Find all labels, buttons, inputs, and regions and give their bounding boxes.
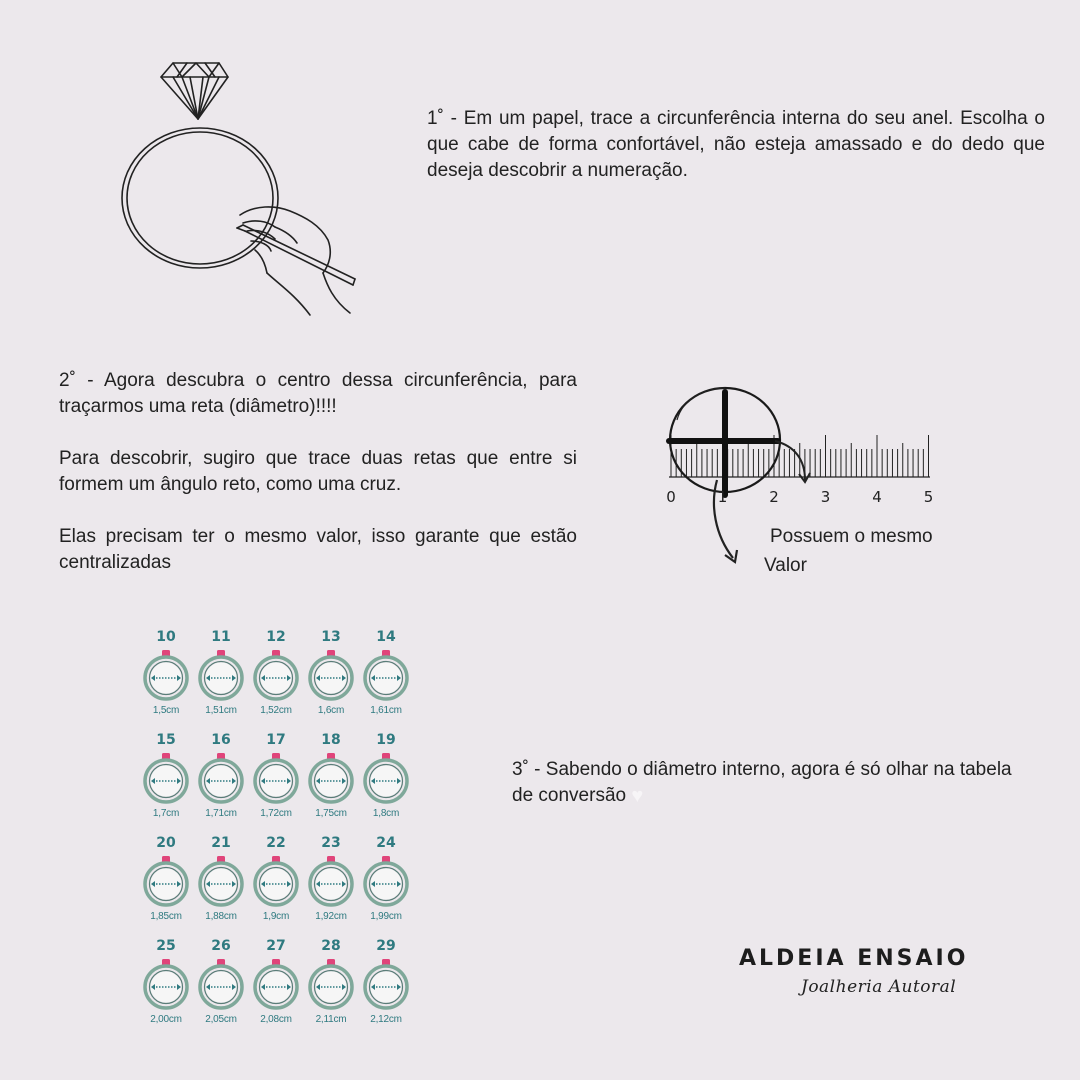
ruler-note-line-2: Valor	[764, 555, 807, 576]
ruler-tick-label: 0	[666, 488, 676, 506]
ring-diameter-label: 1,71cm	[205, 808, 237, 819]
ring-size-icon	[197, 648, 245, 704]
size-chart-cell	[303, 731, 359, 819]
pen-icon	[237, 225, 355, 285]
ruler-tick-label: 5	[923, 488, 934, 506]
size-chart-cell	[303, 937, 359, 1025]
hand-with-pen-icon	[240, 207, 350, 315]
ring-size-number: 26	[211, 938, 231, 954]
ring-size-icon	[307, 854, 355, 910]
size-chart-cell	[358, 834, 414, 922]
ring-size-icon	[307, 648, 355, 704]
ring-size-icon	[197, 751, 245, 807]
brand-logo	[739, 946, 979, 997]
ring-diameter-label: 1,88cm	[205, 911, 237, 922]
ring-size-icon	[142, 957, 190, 1013]
ring-size-number: 18	[321, 732, 341, 748]
ring-diameter-label: 1,92cm	[315, 911, 347, 922]
ruler-tick-label: 1	[717, 488, 728, 506]
size-chart-cell	[138, 731, 194, 819]
size-chart-cell	[193, 731, 249, 819]
ring-diameter-label: 1,99cm	[370, 911, 402, 922]
size-chart-cell	[138, 937, 194, 1025]
ring-icon-wrap	[248, 854, 304, 910]
ring-diameter-label: 1,61cm	[370, 705, 402, 716]
ring-icon-wrap	[303, 751, 359, 807]
size-chart-cell	[193, 937, 249, 1025]
ring-diameter-label: 1,6cm	[317, 705, 345, 716]
ring-diameter-label: 2,08cm	[260, 1014, 292, 1025]
ring-size-number: 16	[211, 732, 231, 748]
ring-diameter-label: 2,11cm	[315, 1014, 347, 1025]
ring-icon-wrap	[358, 854, 414, 910]
step-3-paragraph	[512, 757, 1032, 809]
ring-size-number: 24	[376, 835, 396, 851]
step-1-paragraph: 1˚ - Em um papel, trace a circunferência interna do seu anel. Escolha o que cabe de forma confortável, não esteja amassado e do dedo que deseja descobrir a numeração.	[427, 108, 1045, 181]
brand-tagline: Joalheria Autoral	[801, 977, 957, 997]
ring-size-icon	[252, 957, 300, 1013]
step-2-paragraph-1: 2˚ - Agora descubra o centro dessa circunferência, para traçarmos uma reta (diâmetro)!!!!	[59, 370, 577, 417]
ring-size-icon	[307, 957, 355, 1013]
ring-size-number: 29	[376, 938, 396, 954]
ring-size-icon	[142, 854, 190, 910]
ring-size-icon	[197, 957, 245, 1013]
ring-size-icon	[362, 648, 410, 704]
ruler-note	[764, 522, 990, 580]
ring-size-number: 21	[211, 835, 231, 851]
ring-size-icon	[252, 751, 300, 807]
size-chart-cell	[358, 937, 414, 1025]
ring-size-number: 13	[321, 629, 341, 645]
ring-size-icon	[197, 854, 245, 910]
ring-diameter-label: 1,52cm	[260, 705, 292, 716]
heart-icon: ♥	[631, 785, 644, 807]
ruler-note-line-1: Possuem o mesmo	[770, 526, 933, 547]
ring-size-number: 12	[266, 629, 286, 645]
ring-icon-wrap	[248, 648, 304, 704]
size-chart-cell	[138, 628, 194, 716]
size-chart-cell	[248, 937, 304, 1025]
ring-size-icon	[362, 854, 410, 910]
ring-diameter-label: 1,9cm	[262, 911, 290, 922]
size-chart-cell	[303, 628, 359, 716]
ring-size-icon	[252, 854, 300, 910]
ring-size-number: 23	[321, 835, 341, 851]
ring-diameter-label: 2,00cm	[150, 1014, 182, 1025]
size-chart-cell	[303, 834, 359, 922]
ring-size-number: 25	[156, 938, 176, 954]
ruler-tick-label: 4	[872, 488, 882, 506]
ring-icon-wrap	[248, 751, 304, 807]
ring-icon-wrap	[303, 854, 359, 910]
step-2-paragraph-3: Elas precisam ter o mesmo valor, isso garante que estão centralizadas	[59, 526, 577, 573]
ring-size-number: 11	[211, 629, 231, 645]
step-1-text	[427, 106, 1045, 184]
ring-diameter-label: 1,7cm	[152, 808, 180, 819]
ring-size-number: 22	[266, 835, 286, 851]
brand-name: ALDEIA ENSAIO	[739, 946, 969, 971]
ring-size-number: 17	[266, 732, 286, 748]
ring-size-icon	[362, 957, 410, 1013]
ring-size-icon	[307, 751, 355, 807]
size-chart-cell	[358, 731, 414, 819]
ring-size-number: 28	[321, 938, 341, 954]
ring-size-number: 15	[156, 732, 176, 748]
ring-icon-wrap	[138, 751, 194, 807]
ring-icon-wrap	[138, 648, 194, 704]
step-3-label: 3˚ - Sabendo o diâmetro interno, agora é só olhar na tabela de conversão	[512, 759, 1012, 806]
size-chart-cell	[248, 731, 304, 819]
ruler-tick-label: 2	[769, 488, 779, 506]
ring-diameter-label: 1,5cm	[152, 705, 180, 716]
size-chart-cell	[358, 628, 414, 716]
ring-icon-wrap	[303, 648, 359, 704]
ring-size-icon	[142, 751, 190, 807]
ruler-tick-label: 3	[820, 488, 831, 506]
ring-icon-wrap	[358, 648, 414, 704]
size-chart-cell	[248, 628, 304, 716]
ring-icon-wrap	[248, 957, 304, 1013]
ring-icon-wrap	[193, 957, 249, 1013]
step-2-text	[59, 368, 577, 576]
ring-diameter-label: 1,51cm	[205, 705, 237, 716]
size-chart-cell	[248, 834, 304, 922]
ring-icon-wrap	[193, 751, 249, 807]
ring-size-icon	[252, 648, 300, 704]
step-2-paragraph-2: Para descobrir, sugiro que trace duas retas que entre si formem um ângulo reto, como uma cruz.	[59, 448, 577, 495]
ring-diameter-label: 1,85cm	[150, 911, 182, 922]
ring-icon-wrap	[358, 751, 414, 807]
ring-icon-wrap	[138, 854, 194, 910]
size-chart-cell	[193, 834, 249, 922]
step-3-text	[512, 757, 1032, 809]
ring-size-number: 20	[156, 835, 176, 851]
ring-size-number: 10	[156, 629, 176, 645]
ring-icon-wrap	[193, 854, 249, 910]
size-chart-cell	[193, 628, 249, 716]
ring-icon-wrap	[193, 648, 249, 704]
ring-drawing-illustration	[115, 55, 365, 320]
ring-size-number: 14	[376, 629, 396, 645]
ring-size-icon	[142, 648, 190, 704]
ring-size-number: 27	[266, 938, 286, 954]
ring-icon-wrap	[303, 957, 359, 1013]
size-chart-cell	[138, 834, 194, 922]
diamond-icon	[161, 63, 228, 119]
ring-diameter-label: 1,8cm	[372, 808, 400, 819]
ring-size-conversion-chart	[138, 628, 416, 1038]
ring-diameter-label: 2,12cm	[370, 1014, 402, 1025]
ring-diameter-label: 2,05cm	[205, 1014, 237, 1025]
ring-icon-wrap	[138, 957, 194, 1013]
ring-diameter-label: 1,75cm	[315, 808, 347, 819]
ring-icon-wrap	[358, 957, 414, 1013]
ring-size-number: 19	[376, 732, 396, 748]
ring-diameter-label: 1,72cm	[260, 808, 292, 819]
ring-size-icon	[362, 751, 410, 807]
